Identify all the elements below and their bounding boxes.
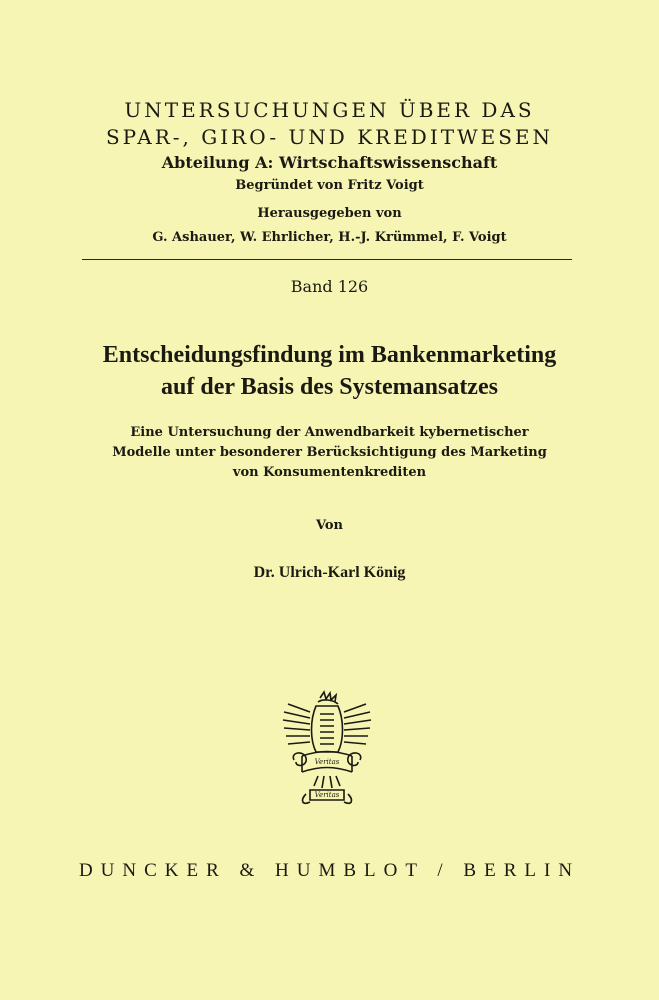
by-label: Von	[315, 518, 343, 533]
logo-motto-1: Veritas	[314, 758, 340, 766]
series-division: Abteilung A: Wirtschaftswissenschaft	[161, 153, 498, 172]
subtitle-line-2: Modelle unter besonderer Berücksichtigung des Marketing	[112, 445, 547, 460]
logo-motto-2: Veritas	[314, 791, 340, 799]
series-title-line-2: SPAR-, GIRO- UND KREDITWESEN	[105, 125, 554, 149]
divider-rule	[82, 259, 572, 260]
series-title-line-1: UNTERSUCHUNGEN ÜBER DAS	[124, 98, 535, 122]
subtitle-line-3: von Konsumentenkrediten	[232, 465, 427, 480]
editors-names: G. Ashauer, W. Ehrlicher, H.-J. Krümmel, F. Voigt	[152, 230, 507, 245]
publisher-imprint: DUNCKER & HUMBLOT / BERLIN	[78, 860, 581, 881]
editors-label: Herausgegeben von	[257, 206, 402, 221]
book-title-line-2: auf der Basis des Systemansatzes	[161, 374, 498, 400]
volume-number: Band 126	[290, 277, 369, 296]
series-founder: Begründet von Fritz Voigt	[235, 178, 424, 193]
publisher-eagle-logo-icon	[280, 690, 374, 808]
subtitle-line-1: Eine Untersuchung der Anwendbarkeit kybernetischer	[130, 425, 529, 440]
author-name: Dr. Ulrich-Karl König	[253, 564, 406, 581]
book-title-line-1: Entscheidungsfindung im Bankenmarketing	[102, 342, 557, 368]
